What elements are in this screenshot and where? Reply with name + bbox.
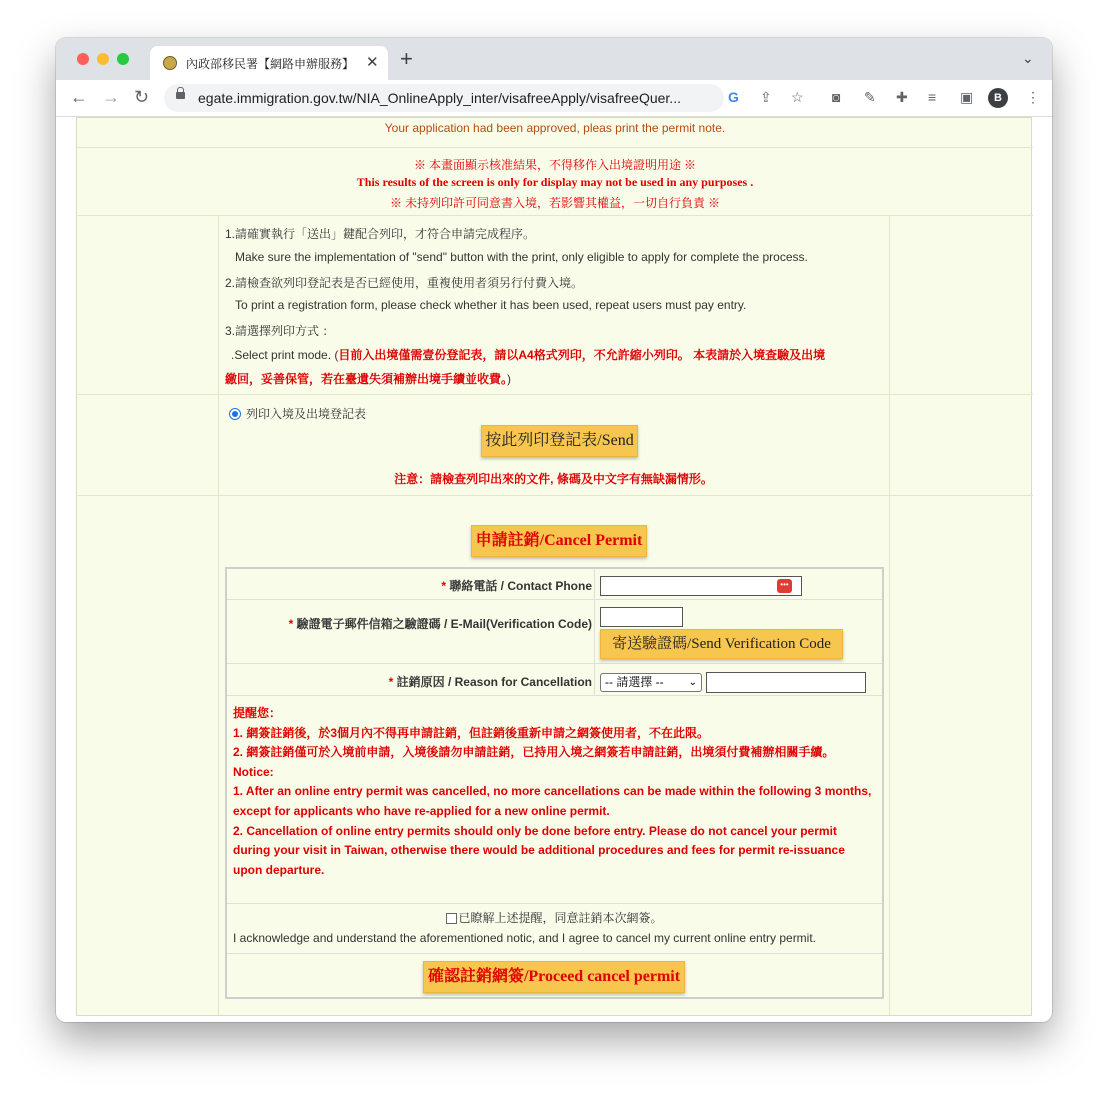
- email-code-label-text: 驗證電子郵件信箱之驗證碼 / E-Mail(Verification Code): [296, 617, 592, 631]
- browser-menu-icon[interactable]: ⋮: [1026, 89, 1040, 105]
- row-divider: [77, 495, 1033, 496]
- eyedropper-icon[interactable]: ✎: [864, 89, 876, 105]
- notice-heading-en: Notice:: [233, 764, 274, 779]
- forward-arrow-icon[interactable]: →: [102, 87, 120, 107]
- notice-item-2-zh: 2. 網簽註銷僅可於入境前申請，入境後請勿申請註銷，已持用入境之網簽若申請註銷，出境須付費補辦相關手續。: [233, 745, 835, 760]
- instruction-step2-zh: 2.請檢查欲列印登記表是否已經使用，重複使用者須另行付費入境。: [225, 276, 584, 290]
- print-mode-close: ): [507, 372, 512, 386]
- required-mark: *: [388, 675, 394, 689]
- approval-message: Your application had been approved, pleas print the permit note.: [384, 121, 726, 135]
- instruction-step3-line2: [225, 370, 511, 387]
- email-code-label: [289, 615, 592, 632]
- instruction-step1-zh: 1.請確實執行「送出」鍵配合列印，才符合申請完成程序。: [225, 227, 536, 241]
- warning-zh-responsibility: ※ 未持列印許可同意書入境，若影響其權益，一切自行負責 ※: [389, 196, 720, 210]
- acknowledge-zh-row: [227, 909, 882, 926]
- verification-code-input[interactable]: [600, 607, 683, 627]
- media-control-icon[interactable]: ≡: [928, 89, 937, 105]
- contact-phone-input[interactable]: [600, 576, 802, 596]
- form-column-divider: [594, 569, 595, 695]
- warning-en-display: This results of the screen is only for display may not be used in any purposes .: [356, 175, 754, 189]
- select-chevron-icon: ⌄: [688, 677, 697, 688]
- send-verification-code-button[interactable]: 寄送驗證碼/Send Verification Code: [600, 629, 843, 659]
- browser-tab[interactable]: [150, 46, 388, 80]
- acknowledge-zh-label: 已瞭解上述提醒，同意註銷本次網簽。: [458, 911, 663, 925]
- minimize-window-button[interactable]: [97, 53, 109, 65]
- browser-window: [56, 38, 1052, 1022]
- row-divider: [77, 215, 1033, 216]
- bookmark-star-icon[interactable]: ☆: [791, 89, 804, 105]
- instruction-step3-zh: 3.請選擇列印方式 ：: [225, 324, 335, 338]
- print-send-button[interactable]: 按此列印登記表/Send: [481, 425, 638, 457]
- profile-avatar[interactable]: B: [988, 88, 1008, 108]
- new-tab-button[interactable]: +: [400, 46, 413, 71]
- column-divider-right: [889, 215, 890, 1015]
- side-panel-icon[interactable]: ▣: [960, 89, 974, 105]
- tab-search-chevron-icon[interactable]: ⌄: [1022, 50, 1034, 66]
- lock-icon: [176, 92, 185, 99]
- reason-select[interactable]: [600, 673, 702, 692]
- required-mark: *: [441, 579, 446, 593]
- browser-toolbar: [56, 80, 1052, 117]
- form-row-divider: [227, 599, 882, 600]
- address-bar[interactable]: [164, 84, 724, 112]
- required-mark: *: [288, 617, 294, 631]
- camera-icon[interactable]: ◙: [832, 89, 841, 105]
- reason-text-input[interactable]: [706, 672, 866, 693]
- share-icon[interactable]: ⇪: [760, 89, 772, 105]
- print-mode-rule-line2: 繳回，妥善保管，若在臺遺失須補辦出境手續並收費。: [225, 372, 508, 386]
- notice-item-2-en: 2. Cancellation of online entry permits should only be done before entry. Please do not cancel your permit during your visit in Taiwan, otherwise there would be additional procedures and fees for permit re-issuance upon departure.: [233, 823, 845, 877]
- url-text: egate.immigration.gov.tw/NIA_OnlineApply_inter/visafreeApply/visafreeQuer...: [198, 90, 681, 106]
- cancel-permit-form: [225, 567, 884, 999]
- password-manager-icon[interactable]: •••: [777, 579, 792, 593]
- tab-title: 內政部移民署【網路申辦服務】: [186, 57, 355, 71]
- acknowledge-en-label: I acknowledge and understand the aforementioned notic, and I agree to cancel my current online entry permit.: [233, 931, 817, 945]
- title-bar: [56, 38, 1052, 80]
- notice-item-1-zh: 1. 網簽註銷後，於3個月內不得再申請註銷，但註銷後重新申請之網簽使用者，不在此限。: [233, 725, 710, 740]
- reason-label-text: 註銷原因 / Reason for Cancellation: [396, 675, 592, 689]
- proceed-cancel-permit-button[interactable]: 確認註銷網簽/Proceed cancel permit: [423, 961, 685, 993]
- result-panel: [76, 117, 1032, 1016]
- page-content: [56, 117, 1052, 1022]
- notice-heading-zh: 提醒您：: [233, 706, 282, 720]
- contact-phone-label-text: 聯絡電話 / Contact Phone: [449, 579, 592, 593]
- maximize-window-button[interactable]: [117, 53, 129, 65]
- row-divider: [77, 394, 1033, 395]
- form-row-divider: [227, 695, 882, 696]
- acknowledge-checkbox[interactable]: [446, 913, 457, 924]
- form-row-divider: [227, 663, 882, 664]
- print-note: 注意：請檢查列印出來的文件, 條碼及中文字有無缺漏情形。: [394, 472, 713, 486]
- column-divider-left: [218, 215, 219, 1015]
- cancel-permit-button[interactable]: 申請註銷/Cancel Permit: [471, 525, 647, 557]
- reload-icon[interactable]: ↻: [134, 87, 150, 107]
- back-arrow-icon[interactable]: ←: [70, 87, 88, 107]
- reason-select-value: -- 請選擇 --: [605, 675, 664, 689]
- instruction-step1-en: Make sure the implementation of "send" button with the print, only eligible to apply for complete the process.: [235, 250, 808, 264]
- form-row-divider: [227, 903, 882, 904]
- instruction-step2-en: To print a registration form, please check whether it has been used, repeat users must pay entry.: [235, 298, 747, 312]
- print-mode-prefix: .Select print mode. (: [231, 348, 339, 362]
- extensions-puzzle-icon[interactable]: ✚: [896, 89, 908, 105]
- site-favicon-icon: [163, 56, 177, 70]
- form-row-divider: [227, 953, 882, 954]
- cancellation-notice: [233, 704, 873, 880]
- contact-phone-label: [441, 577, 592, 594]
- close-window-button[interactable]: [77, 53, 89, 65]
- print-option-label: 列印入境及出境登記表: [246, 407, 367, 421]
- google-icon[interactable]: G: [728, 89, 739, 105]
- print-mode-rule-line1: 目前入出境僅需壹份登記表，請以A4格式列印，不允許縮小列印。 本表請於入境查驗及出境: [338, 348, 826, 362]
- instruction-step3-line1: [231, 346, 825, 363]
- warning-zh-display: ※ 本畫面顯示核准結果，不得移作入出境證明用途 ※: [413, 158, 696, 172]
- print-option-radio[interactable]: [229, 408, 241, 420]
- row-divider: [77, 147, 1033, 148]
- reason-label: [389, 673, 592, 690]
- tab-close-icon[interactable]: ✕: [366, 54, 379, 71]
- notice-item-1-en: 1. After an online entry permit was cancelled, no more cancellations can be made within the following 3 months, except for applicants who have re-applied for a new online permit.: [233, 784, 872, 818]
